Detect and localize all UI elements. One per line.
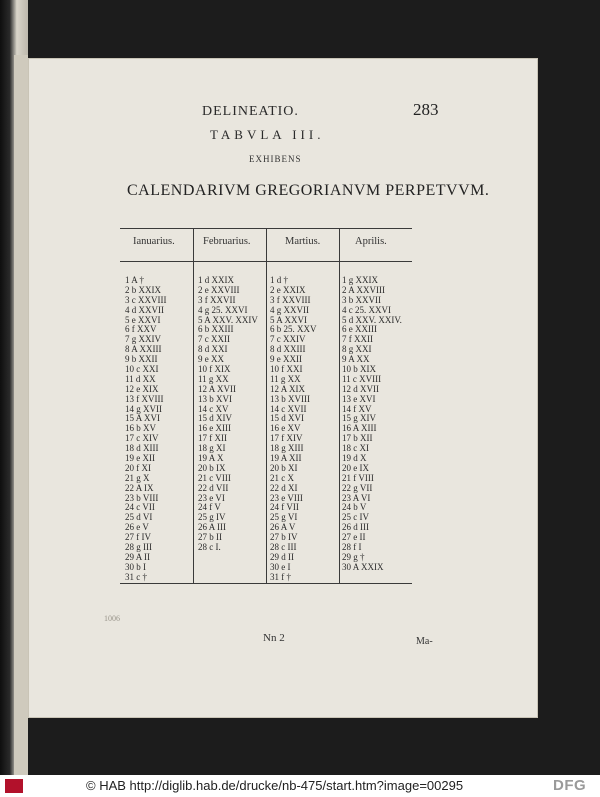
calendar-row: 13 b XVIII [270, 393, 310, 404]
calendar-row: 27 e II [342, 532, 366, 543]
calendar-row: 6 e XXIII [342, 324, 377, 335]
calendar-row: 28 g III [125, 542, 152, 553]
calendar-row: 30 b I [125, 561, 146, 572]
calendar-row: 4 d XXVII [125, 304, 164, 315]
calendar-row: 16 b XV [125, 423, 156, 434]
calendar-row: 18 d XIII [125, 443, 159, 454]
calendar-row: 3 f XXVII [198, 294, 236, 305]
library-logo-icon [5, 779, 23, 793]
dfg-logo: DFG [553, 777, 587, 794]
calendar-row: 9 A XX [342, 354, 370, 365]
calendar-row: 10 f XXI [270, 364, 303, 375]
calendar-row: 21 c VIII [198, 472, 231, 483]
column-divider [339, 229, 340, 583]
calendar-row: 3 b XXVII [342, 294, 381, 305]
calendar-row: 23 e VI [198, 492, 225, 503]
calendar-row: 2 A XXVIII [342, 284, 385, 295]
column-header-march: Martius. [285, 236, 321, 247]
calendar-row: 20 b IX [198, 462, 226, 473]
calendar-row: 7 c XXII [198, 334, 230, 345]
calendar-row: 6 b XXIII [198, 324, 234, 335]
calendar-row: 2 e XXVIII [198, 284, 240, 295]
calendar-row: 5 d XXV. XXIV. [342, 314, 402, 325]
calendar-row: 16 e XIII [198, 423, 231, 434]
previous-page-edge [14, 55, 28, 775]
column-header-february: Februarius. [203, 236, 251, 247]
calendar-row: 28 c III [270, 542, 297, 553]
calendar-row: 19 e XII [125, 453, 155, 464]
calendar-row: 5 A XXV. XXIV [198, 314, 258, 325]
calendar-row: 8 A XXIII [125, 344, 162, 355]
calendar-row: 19 d X [342, 453, 367, 464]
calendar-row: 14 f XV [342, 403, 372, 414]
calendar-row: 13 f XVIII [125, 393, 164, 404]
calendar-row: 26 A III [198, 522, 226, 533]
calendar-row: 9 e XXII [270, 354, 302, 365]
column-header-april: Aprilis. [355, 236, 387, 247]
calendar-row: 20 e IX [342, 462, 369, 473]
calendar-row: 15 A XVI [125, 413, 161, 424]
calendar-row: 17 c XIV [125, 433, 159, 444]
calendar-title: CALENDARIVM GREGORIANVM PERPETVVM. [127, 182, 490, 199]
calendar-row: 4 g 25. XXVI [198, 304, 248, 315]
calendar-row: 29 d II [270, 551, 294, 562]
calendar-row: 31 f † [270, 571, 291, 582]
calendar-row: 12 d XVII [342, 383, 379, 394]
calendar-row: 29 g † [342, 551, 365, 562]
calendar-row: 13 b XVI [198, 393, 232, 404]
calendar-row: 28 f I [342, 542, 362, 553]
calendar-row: 17 f XIV [270, 433, 303, 444]
calendar-row: 7 c XXIV [270, 334, 306, 345]
column-march [270, 276, 317, 583]
calendar-row: 1 A † [125, 275, 145, 285]
calendar-row: 22 d XI [270, 482, 298, 493]
calendar-row: 9 b XXII [125, 354, 158, 365]
calendar-row: 22 g VII [342, 482, 373, 493]
calendar-row: 7 f XXII [342, 334, 373, 345]
calendar-row: 18 g XIII [270, 443, 304, 454]
calendar-row: 2 b XXIX [125, 284, 161, 295]
calendar-row: 18 c XI [342, 443, 369, 454]
calendar-row: 2 e XXIX [270, 284, 306, 295]
calendar-row: 17 f XII [198, 433, 227, 444]
calendar-row: 23 e VIII [270, 492, 303, 503]
calendar-row: 18 g XI [198, 443, 226, 454]
page-number: 283 [413, 100, 439, 119]
calendar-row: 21 c X [270, 472, 294, 483]
column-april [342, 276, 402, 573]
calendar-row: 3 c XXVIII [125, 294, 167, 305]
column-divider [193, 229, 194, 583]
calendar-row: 8 g XXI [342, 344, 372, 355]
calendar-row: 10 f XIX [198, 364, 231, 375]
calendar-row: 25 d VI [125, 512, 153, 523]
calendar-row: 7 g XXIV [125, 334, 161, 345]
calendar-row: 20 b XI [270, 462, 298, 473]
calendar-row: 10 c XXI [125, 364, 159, 375]
calendar-row: 24 f V [198, 502, 221, 513]
calendar-row: 8 d XXIII [270, 344, 306, 355]
column-january [125, 276, 166, 583]
calendar-row: 19 A X [198, 453, 224, 464]
calendar-row: 20 f XI [125, 462, 151, 473]
signature-mark: Nn 2 [263, 632, 285, 644]
calendar-row: 14 c XV [198, 403, 229, 414]
calendar-row: 26 A V [270, 522, 296, 533]
calendar-row: 30 A XXIX [342, 561, 384, 572]
calendar-row: 26 d III [342, 522, 369, 533]
calendar-row: 12 e XIX [125, 383, 159, 394]
calendar-row: 19 A XII [270, 453, 302, 464]
calendar-row: 4 c 25. XXVI [342, 304, 391, 315]
calendar-row: 17 b XII [342, 433, 373, 444]
calendar-row: 29 A II [125, 551, 151, 562]
column-header-january: Ianuarius. [133, 236, 175, 247]
calendar-row: 6 f XXV [125, 324, 157, 335]
calendar-row: 12 A XVII [198, 383, 236, 394]
calendar-row: 25 g VI [270, 512, 298, 523]
calendar-row: 15 g XIV [342, 413, 376, 424]
calendar-row: 23 b VIII [125, 492, 159, 503]
calendar-row: 3 f XXVIII [270, 294, 311, 305]
calendar-row: 15 d XIV [198, 413, 232, 424]
catchword: Ma- [416, 636, 433, 647]
calendar-row: 8 d XXI [198, 344, 228, 355]
calendar-row: 14 c XVII [270, 403, 307, 414]
calendar-row: 24 b V [342, 502, 367, 513]
calendar-row: 21 g X [125, 472, 150, 483]
calendar-row: 22 A IX [125, 482, 154, 493]
calendar-row: 24 f VII [270, 502, 299, 513]
calendar-row: 16 e XV [270, 423, 301, 434]
calendar-row: 15 d XVI [270, 413, 304, 424]
calendar-row: 13 e XVI [342, 393, 376, 404]
calendar-row: 5 e XXVI [125, 314, 161, 325]
source-url-link[interactable]: © HAB http://diglib.hab.de/drucke/nb-475/start.htm?image=00295 [86, 778, 464, 793]
calendar-row: 4 g XXVII [270, 304, 309, 315]
table-bottom-rule [120, 583, 412, 584]
calendar-row: 26 e V [125, 522, 149, 533]
calendar-row: 6 b 25. XXV [270, 324, 317, 335]
calendar-row: 27 b IV [270, 532, 298, 543]
calendar-row: 11 c XVIII [342, 373, 382, 384]
calendar-row: 28 c I. [198, 542, 221, 553]
calendar-row: 25 c IV [342, 512, 369, 523]
table-subtitle: EXHIBENS [249, 154, 302, 164]
calendar-row: 9 e XX [198, 354, 224, 365]
calendar-row: 23 A VI [342, 492, 371, 503]
calendar-row: 1 d XXIX [198, 275, 234, 285]
column-february [198, 276, 258, 553]
pencil-note: 1006 [104, 614, 120, 623]
calendar-row: 10 b XIX [342, 364, 376, 375]
calendar-row: 24 c VII [125, 502, 155, 513]
calendar-row: 30 e I [270, 561, 291, 572]
calendar-row: 22 d VII [198, 482, 229, 493]
calendar-row: 11 g XX [270, 373, 301, 384]
column-divider [266, 229, 267, 583]
calendar-row: 14 g XVII [125, 403, 162, 414]
calendar-row: 27 f IV [125, 532, 151, 543]
calendar-row: 21 f VIII [342, 472, 374, 483]
calendar-row: 16 A XIII [342, 423, 377, 434]
calendar-row: 25 g IV [198, 512, 226, 523]
calendar-row: 31 c † [125, 571, 147, 582]
calendar-row: 1 g XXIX [342, 275, 378, 285]
calendar-row: 11 d XX [125, 373, 156, 384]
calendar-row: 1 d † [270, 275, 288, 285]
calendar-row: 5 A XXVI [270, 314, 308, 325]
table-title: TABVLA III. [210, 127, 325, 142]
calendar-row: 12 A XIX [270, 383, 306, 394]
running-header: DELINEATIO. [202, 104, 299, 119]
calendar-row: 11 g XX [198, 373, 229, 384]
calendar-row: 27 b II [198, 532, 222, 543]
